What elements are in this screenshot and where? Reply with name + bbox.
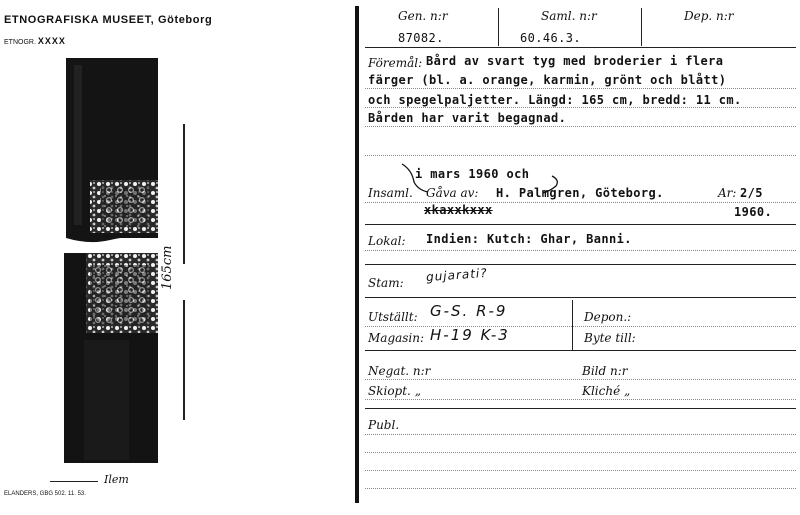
saml-number-value: 60.46.3.	[520, 31, 581, 45]
rule-numbers	[365, 47, 796, 48]
lokal-label: Lokal:	[368, 234, 406, 248]
dep-number-label: Dep. n:r	[684, 9, 734, 23]
foremal-line-2: färger (bl. a. orange, karmin, grönt och blått)	[368, 73, 727, 87]
dotted-rule	[365, 88, 796, 89]
card-left-edge	[355, 6, 359, 503]
number-divider-2	[641, 8, 642, 46]
struck-text: xkaxxkxxx	[424, 203, 493, 217]
number-divider-1	[498, 8, 499, 46]
ar-label: Ar:	[718, 186, 737, 200]
museum-name: ETNOGRAFISKA MUSEET, Göteborg	[4, 14, 213, 26]
insertion-text: i mars 1960 och	[415, 167, 530, 181]
lokal-value: Indien: Kutch: Ghar, Banni.	[426, 232, 632, 246]
magasin-value: H-19 K-3	[430, 326, 510, 344]
signature-line	[50, 481, 98, 482]
dotted-rule	[365, 434, 796, 435]
stam-value: gujarati?	[425, 265, 489, 285]
signature: Ilem	[104, 473, 129, 486]
negat-label: Negat. n:r	[368, 364, 431, 378]
foremal-line-4: Bården har varit begagnad.	[368, 111, 567, 125]
skiopt-label: Skiopt. „	[368, 384, 421, 398]
saml-number-label: Saml. n:r	[541, 9, 597, 23]
dimension-line-top	[183, 124, 185, 264]
dotted-rule	[365, 470, 796, 471]
dotted-rule	[365, 379, 796, 380]
ar-year: 1960.	[734, 205, 773, 219]
dotted-rule	[365, 126, 796, 127]
textile-photo	[60, 55, 175, 470]
gava-value: H. Palmgren, Göteborg.	[496, 186, 664, 200]
dotted-rule	[365, 107, 796, 108]
gen-number-label: Gen. n:r	[398, 9, 448, 23]
rule-photos	[365, 408, 796, 409]
length-annotation: 165cm	[160, 245, 175, 290]
dotted-rule	[365, 399, 796, 400]
department-label	[4, 36, 66, 46]
dotted-rule	[365, 326, 796, 327]
foremal-line-1: Bård av svart tyg med broderier i flera	[426, 54, 724, 68]
magasin-label: Magasin:	[368, 331, 425, 345]
rule-insaml	[365, 224, 796, 225]
stam-label: Stam:	[368, 276, 404, 290]
ar-date: 2/5	[740, 186, 763, 200]
rule-stam	[365, 297, 796, 298]
rule-storage	[365, 350, 796, 351]
gava-label: Gåva av:	[426, 186, 479, 200]
dotted-rule	[365, 155, 796, 156]
dotted-rule	[365, 250, 796, 251]
dotted-rule	[365, 452, 796, 453]
printer-mark: ELANDERS, GBG 502. 11. 53.	[4, 491, 86, 497]
dimension-line-bottom	[183, 300, 185, 420]
depon-label: Depon.:	[584, 310, 632, 324]
foremal-line-3: och spegelpaljetter. Längd: 165 cm, bredd: 11 cm.	[368, 93, 742, 107]
publ-label: Publ.	[368, 418, 400, 432]
department-struck: XXXX	[37, 36, 66, 46]
gen-number-value: 87082.	[398, 31, 444, 45]
bild-label: Bild n:r	[582, 364, 628, 378]
storage-divider	[572, 300, 573, 350]
department-prefix: ETNOGR.	[4, 39, 36, 46]
dotted-rule	[365, 488, 796, 489]
foremal-label: Föremål:	[368, 56, 423, 70]
byte-label: Byte till:	[584, 331, 636, 345]
insaml-label: Insaml.	[368, 186, 413, 200]
utstallt-label: Utställt:	[368, 310, 418, 324]
kliche-label: Kliché „	[582, 384, 631, 398]
rule-lokal	[365, 264, 796, 265]
utstallt-value: G-S. R-9	[430, 302, 508, 320]
